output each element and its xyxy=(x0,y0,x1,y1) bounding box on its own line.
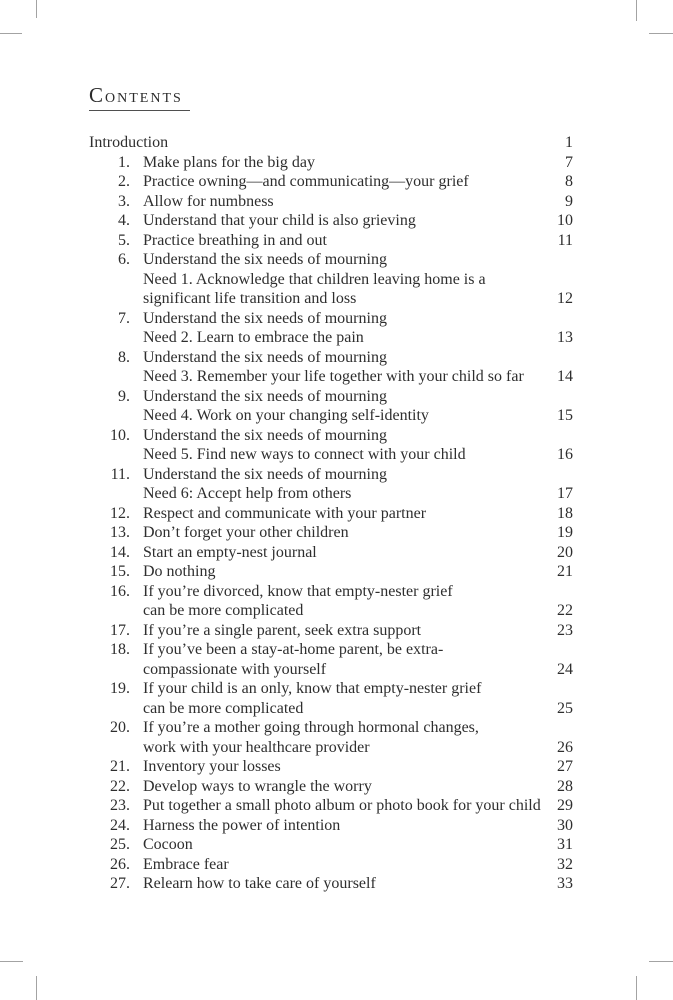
toc-entry-page-number: 31 xyxy=(557,836,573,853)
toc-entry-page-number: 14 xyxy=(557,368,573,385)
toc-entry-title-line: Understand the six needs of mourning xyxy=(143,251,387,268)
crop-mark-top-right-horizontal xyxy=(649,33,673,34)
toc-entry-title xyxy=(143,465,543,504)
toc-entry-number: 4. xyxy=(118,212,130,229)
crop-mark-bottom-right-horizontal xyxy=(649,961,673,962)
toc-entry-number: 8. xyxy=(118,348,130,366)
toc-entry xyxy=(89,562,573,582)
toc-entry xyxy=(89,640,573,679)
toc-entry-title xyxy=(143,562,543,582)
toc-entry-page-number: 1 xyxy=(565,134,573,151)
toc-entry-title-line: If you’re a mother going through hormonal changes, xyxy=(143,719,479,736)
toc-entry-number: 1. xyxy=(118,153,130,171)
toc-entry-page-number: 12 xyxy=(557,290,573,307)
toc-entry-title xyxy=(143,816,543,836)
toc-entry-title-line: Need 2. Learn to embrace the pain xyxy=(143,329,364,346)
toc-entry-title xyxy=(143,348,543,387)
toc-entry-title-line: Need 3. Remember your life together with your child so far xyxy=(143,368,524,385)
crop-mark-top-right-vertical xyxy=(636,0,637,21)
toc-entry-title-line: Don’t forget your other children xyxy=(143,524,349,541)
toc-entry xyxy=(89,757,573,777)
toc-entry-number: 5. xyxy=(118,231,130,249)
toc-entry-title xyxy=(143,387,543,426)
toc-entry-number: 12. xyxy=(110,504,130,522)
toc-entry-page-number: 20 xyxy=(557,543,573,561)
toc-entry-page-number: 7 xyxy=(565,153,573,171)
toc-entry-title xyxy=(143,172,543,192)
toc-entry-number: 15. xyxy=(110,563,130,580)
toc-entry xyxy=(89,874,573,894)
toc-entry xyxy=(89,523,573,543)
toc-entry-number: 23. xyxy=(110,797,130,814)
toc-entry-title-line: Cocoon xyxy=(143,836,193,853)
toc-entry-title xyxy=(143,309,543,348)
toc-entry xyxy=(89,309,573,348)
toc-entry-title-line: Need 1. Acknowledge that children leaving home is a xyxy=(143,270,486,288)
toc-entry-page-number: 21 xyxy=(557,563,573,580)
toc-entry-title xyxy=(143,796,543,816)
toc-entry-page-number: 29 xyxy=(557,797,573,814)
toc-entry xyxy=(89,835,573,855)
table-of-contents xyxy=(89,133,573,894)
toc-entry-title-line: Harness the power of intention xyxy=(143,816,341,834)
toc-entry-page-number: 24 xyxy=(557,660,573,678)
toc-entry xyxy=(89,816,573,836)
toc-entry-title-line: Understand the six needs of mourning xyxy=(143,387,387,405)
toc-entry-page-number: 11 xyxy=(557,231,573,249)
toc-entry-page-number: 15 xyxy=(557,407,573,424)
toc-entry-title-line: If you’ve been a stay-at-home parent, be extra- xyxy=(143,641,444,658)
toc-entry-number: 18. xyxy=(110,641,130,658)
toc-entry-page-number: 19 xyxy=(557,524,573,541)
toc-entry-title xyxy=(89,133,543,153)
toc-entry xyxy=(89,133,573,153)
toc-entry-title-line: Allow for numbness xyxy=(143,192,274,210)
toc-entry-number: 27. xyxy=(110,875,130,892)
toc-entry-number: 14. xyxy=(110,543,130,561)
toc-entry-title xyxy=(143,835,543,855)
toc-entry-number: 19. xyxy=(110,680,130,697)
toc-entry-title-line: Understand the six needs of mourning xyxy=(143,348,387,366)
toc-entry-page-number: 22 xyxy=(557,602,573,619)
toc-entry-title xyxy=(143,231,543,251)
toc-entry-number: 16. xyxy=(110,582,130,600)
contents-heading: CONTENTS xyxy=(89,87,190,111)
toc-entry xyxy=(89,679,573,718)
toc-entry-page-number: 18 xyxy=(557,504,573,522)
toc-entry-page-number: 16 xyxy=(557,446,573,463)
toc-entry xyxy=(89,231,573,251)
crop-mark-bottom-left-horizontal xyxy=(0,961,23,962)
toc-entry-title xyxy=(143,874,543,894)
toc-entry-number: 2. xyxy=(118,173,130,190)
toc-entry-page-number: 26 xyxy=(557,738,573,756)
toc-entry xyxy=(89,796,573,816)
toc-entry-title xyxy=(143,192,543,212)
toc-entry xyxy=(89,211,573,231)
toc-entry xyxy=(89,718,573,757)
toc-entry-number: 6. xyxy=(118,251,130,268)
toc-entry-title-line: Relearn how to take care of yourself xyxy=(143,875,376,892)
toc-entry-title-line: can be more complicated xyxy=(143,602,304,619)
toc-entry-title xyxy=(143,718,543,757)
toc-entry-title-line: Inventory your losses xyxy=(143,758,281,775)
toc-entry-title-line: Understand the six needs of mourning xyxy=(143,465,387,483)
toc-entry xyxy=(89,777,573,797)
toc-entry xyxy=(89,855,573,875)
toc-entry-page-number: 13 xyxy=(557,329,573,346)
toc-entry xyxy=(89,543,573,563)
toc-entry-title-line: Practice breathing in and out xyxy=(143,231,327,249)
toc-entry-title xyxy=(143,504,543,524)
toc-entry xyxy=(89,582,573,621)
toc-entry-title xyxy=(143,582,543,621)
toc-entry-title-line: Respect and communicate with your partner xyxy=(143,504,427,522)
toc-entry-title xyxy=(143,757,543,777)
toc-entry-title xyxy=(143,543,543,563)
toc-entry-title-line: Put together a small photo album or photo book for your child xyxy=(143,797,541,814)
toc-entry-title-line: Understand the six needs of mourning xyxy=(143,426,387,444)
toc-entry-title xyxy=(143,523,543,543)
toc-entry-title xyxy=(143,621,543,641)
toc-entry xyxy=(89,504,573,524)
toc-entry-number: 26. xyxy=(110,855,130,873)
toc-entry-number: 20. xyxy=(110,719,130,736)
toc-entry-title xyxy=(143,211,543,231)
toc-entry-title xyxy=(143,640,543,679)
toc-entry xyxy=(89,250,573,309)
toc-entry xyxy=(89,172,573,192)
toc-entry-title-line: compassionate with yourself xyxy=(143,660,327,678)
toc-entry xyxy=(89,621,573,641)
toc-entry-number: 13. xyxy=(110,524,130,541)
toc-entry-number: 17. xyxy=(110,621,130,639)
toc-entry-page-number: 30 xyxy=(557,816,573,834)
toc-entry-number: 25. xyxy=(110,836,130,853)
toc-entry-title-line: Develop ways to wrangle the worry xyxy=(143,777,372,795)
toc-entry-title-line: can be more complicated xyxy=(143,699,304,717)
toc-entry-number: 3. xyxy=(118,192,130,210)
toc-entry-title-line: significant life transition and loss xyxy=(143,290,357,307)
toc-entry-title-line: Start an empty-nest journal xyxy=(143,543,317,561)
toc-entry-number: 21. xyxy=(110,758,130,775)
toc-entry-title-line: If you’re a single parent, seek extra support xyxy=(143,621,422,639)
toc-entry-number: 22. xyxy=(110,777,130,795)
toc-entry xyxy=(89,192,573,212)
toc-entry-page-number: 33 xyxy=(557,875,573,892)
toc-entry-number: 24. xyxy=(110,816,130,834)
toc-entry-number: 11. xyxy=(110,465,130,483)
toc-entry-title-line: Need 4. Work on your changing self-identity xyxy=(143,407,429,424)
toc-entry-number: 10. xyxy=(110,426,130,444)
toc-entry-title-line: Need 6: Accept help from others xyxy=(143,485,352,502)
toc-entry-page-number: 27 xyxy=(557,758,573,775)
toc-entry-page-number: 28 xyxy=(557,777,573,795)
toc-entry-title xyxy=(143,855,543,875)
toc-entry xyxy=(89,348,573,387)
toc-entry-title-line: Do nothing xyxy=(143,563,216,580)
toc-entry xyxy=(89,465,573,504)
toc-entry-page-number: 10 xyxy=(557,212,573,229)
toc-entry-number: 7. xyxy=(118,309,130,327)
crop-mark-top-left-horizontal xyxy=(0,33,22,34)
toc-entry-page-number: 25 xyxy=(557,699,573,717)
toc-entry-title-line: work with your healthcare provider xyxy=(143,738,370,756)
toc-entry-title-line: Introduction xyxy=(89,134,169,151)
toc-entry-title xyxy=(143,426,543,465)
toc-entry-title xyxy=(143,679,543,718)
toc-entry-title-line: Practice owning—and communicating—your grief xyxy=(143,173,469,190)
toc-entry-page-number: 17 xyxy=(557,485,573,502)
toc-entry-title xyxy=(143,153,543,173)
crop-mark-bottom-right-vertical xyxy=(636,976,637,1000)
toc-entry-page-number: 8 xyxy=(565,173,573,190)
toc-entry-page-number: 9 xyxy=(565,192,573,210)
toc-entry-title-line: Understand that your child is also grieving xyxy=(143,212,416,229)
toc-entry-number: 9. xyxy=(118,387,130,405)
book-page-content xyxy=(89,83,573,894)
toc-entry-page-number: 32 xyxy=(557,855,573,873)
toc-entry-title xyxy=(143,250,543,309)
toc-entry xyxy=(89,426,573,465)
crop-mark-top-left-vertical xyxy=(36,0,37,18)
toc-entry-title-line: Embrace fear xyxy=(143,855,229,873)
toc-entry-title-line: Understand the six needs of mourning xyxy=(143,309,387,327)
toc-entry-title xyxy=(143,777,543,797)
toc-entry-title-line: Make plans for the big day xyxy=(143,153,315,171)
toc-entry-title-line: If you’re divorced, know that empty-nester grief xyxy=(143,582,453,600)
toc-entry-title-line: If your child is an only, know that empty-nester grief xyxy=(143,680,482,697)
toc-entry-title-line: Need 5. Find new ways to connect with your child xyxy=(143,446,466,463)
toc-entry-page-number: 23 xyxy=(557,621,573,639)
toc-entry xyxy=(89,153,573,173)
toc-entry xyxy=(89,387,573,426)
crop-mark-bottom-left-vertical xyxy=(36,976,37,1000)
